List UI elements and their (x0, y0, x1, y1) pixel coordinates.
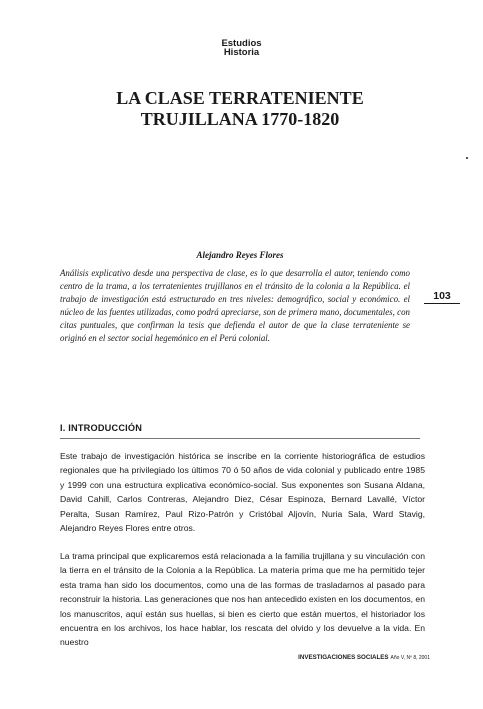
running-footer (250, 654, 430, 661)
section-label (0, 39, 483, 57)
body-paragraph-2: La trama principal que explicaremos está relacionada a la familia trujillana y su vinculación con la tierra en el tránsito de la Colonia a la República. La materia prima que me ha permitido tejer esta trama han sido los documentos, como una de las formas de trasladarnos al pasado para reconstruir la historia. Las generaciones que nos han antecedido existen en los documentos, en los manuscritos, aquí están sus huellas, si bien es cierto que están muertos, el historiador los encuentra en los archivos, los hace hablar, los rescata del olvido y los devuelve a la vida. En nuestro (60, 551, 425, 648)
heading-rule (60, 438, 420, 439)
margin-dot (466, 157, 468, 159)
body-paragraph-1: Este trabajo de investigación histórica se inscribe en la corriente historiográfica de estudios regionales que ha privilegiado los últimos 70 ó 50 años de vida colonial y publicado entre 1985 y 1999 con una estructura explicativa económico-social. Sus exponentes son Susana Aldana, David Cahill, Carlos Contreras, Alejandro Diez, César Espinoza, Bernard Lavallé, Víctor Peralta, Susan Ramírez, Paul Rizo-Patrón y Cristóbal Aljovín, Nuria Sala, Ward Stavig, Alejandro Reyes Flores entre otros. (60, 451, 425, 534)
article-title (60, 88, 420, 130)
article-title-line2: TRUJILLANA 1770-1820 (140, 109, 340, 129)
section-label-line1: Estudios (221, 38, 262, 49)
footer-volume: Año V, Nº 8, 2001 (390, 655, 430, 661)
page-number: 103 (424, 291, 460, 304)
abstract: Análisis explicativo desde una perspectiva de clase, es lo que desarrolla el autor, teniendo como centro de la trama, a los terratenientes trujillanos en el tránsito de la colonia a la República. el trabajo de investigación está estructurado en tres niveles: demográfico, social y económico. el núcleo de las fuentes utilizadas, como podrá apreciarse, son de primera mano, documentales, con citas puntuales, que confirman la tesis que defienda el autor de que la clase terrateniente se originó en el sector social hegemónico en el Perú colonial. (60, 268, 410, 343)
author-name: Alejandro Reyes Flores (196, 250, 284, 260)
article-title-line1: LA CLASE TERRATENIENTE (116, 88, 364, 108)
section-heading: I. INTRODUCCIÓN (60, 423, 143, 433)
section-label-line2: Historia (223, 47, 260, 58)
footer-journal: INVESTIGACIONES SOCIALES (298, 654, 389, 661)
